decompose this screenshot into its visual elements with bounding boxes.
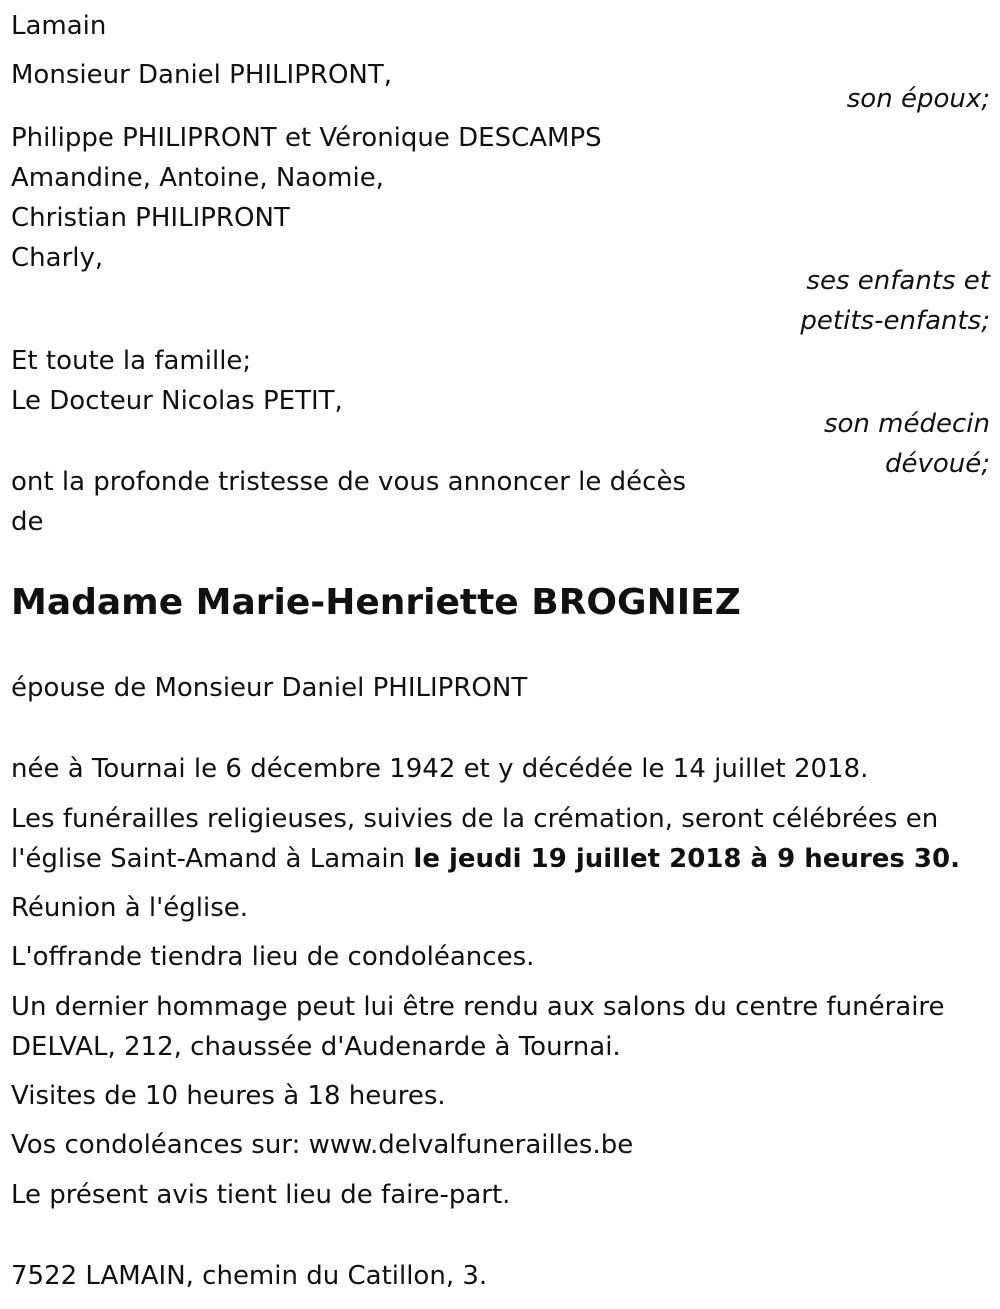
funeral-date: le jeudi 19 juillet 2018 à 9 heures 30. — [413, 844, 960, 874]
funeral-line-1: Les funérailles religieuses, suivies de la crémation, seront célébrées en — [11, 804, 939, 834]
funeral-line-2 — [11, 839, 960, 879]
notice-line: Le présent avis tient lieu de faire-part. — [11, 1180, 511, 1210]
spouse-line: épouse de Monsieur Daniel PHILIPRONT — [11, 673, 528, 703]
homage-line-2: DELVAL, 212, chaussée d'Audenarde à Tournai. — [11, 1032, 621, 1062]
announce-line-1: ont la profonde tristesse de vous annoncer le décès — [11, 467, 686, 497]
children-line-3: Christian PHILIPRONT — [11, 203, 290, 233]
doctor-role-1: son médecin — [823, 409, 990, 439]
children-line-1: Philippe PHILIPRONT et Véronique DESCAMPS — [11, 123, 602, 153]
husband-line: Monsieur Daniel PHILIPRONT, — [11, 60, 393, 90]
husband-role: son époux; — [846, 84, 990, 114]
children-role-1: ses enfants et — [806, 266, 990, 296]
visits-line: Visites de 10 heures à 18 heures. — [11, 1081, 446, 1111]
meeting-line: Réunion à l'église. — [11, 893, 249, 923]
doctor-role-2: dévoué; — [884, 449, 990, 479]
birth-death-line: née à Tournai le 6 décembre 1942 et y décédée le 14 juillet 2018. — [11, 754, 869, 784]
condolences-line: Vos condoléances sur: www.delvalfunerailles.be — [11, 1130, 634, 1160]
deceased-name: Madame Marie-Henriette BROGNIEZ — [11, 582, 741, 623]
funeral-place: l'église Saint-Amand à Lamain — [11, 844, 414, 874]
family-line: Et toute la famille; — [11, 346, 252, 376]
doctor-line: Le Docteur Nicolas PETIT, — [11, 386, 343, 416]
children-line-4: Charly, — [11, 243, 104, 273]
offering-line: L'offrande tiendra lieu de condoléances. — [11, 942, 535, 972]
children-role-2: petits-enfants; — [800, 306, 990, 336]
place-line: Lamain — [11, 11, 107, 41]
announce-line-2: de — [11, 507, 44, 537]
homage-line-1: Un dernier hommage peut lui être rendu aux salons du centre funéraire — [11, 992, 945, 1022]
children-line-2: Amandine, Antoine, Naomie, — [11, 163, 384, 193]
address-line: 7522 LAMAIN, chemin du Catillon, 3. — [11, 1261, 488, 1291]
